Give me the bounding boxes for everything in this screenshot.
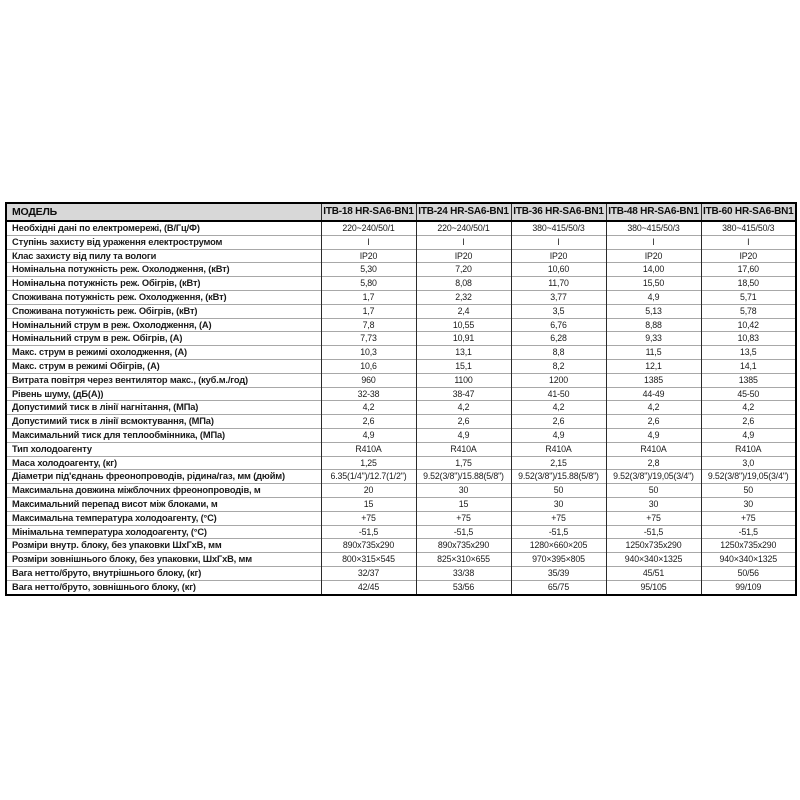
row-value: 4,9	[321, 428, 416, 442]
table-row	[6, 277, 796, 291]
row-value: +75	[606, 511, 701, 525]
table-row	[6, 456, 796, 470]
row-value: 1250x735x290	[606, 539, 701, 553]
row-label: Необхідні дані по електромережі, (В/Гц/Ф)	[6, 221, 321, 235]
row-value: 4,9	[606, 428, 701, 442]
row-value: 2,6	[511, 415, 606, 429]
table-row	[6, 415, 796, 429]
row-value: 41-50	[511, 387, 606, 401]
row-value: 50	[606, 484, 701, 498]
column-header-model-label: МОДЕЛЬ	[6, 203, 321, 221]
row-value: 10,42	[701, 318, 796, 332]
row-value: 99/109	[701, 580, 796, 594]
row-value: 4,9	[511, 428, 606, 442]
row-value: 800×315×545	[321, 553, 416, 567]
row-value: 3,5	[511, 304, 606, 318]
row-value: 11,5	[606, 346, 701, 360]
row-value: 5,13	[606, 304, 701, 318]
row-value: 13,1	[416, 346, 511, 360]
table-row	[6, 290, 796, 304]
row-label: Тип холодоагенту	[6, 442, 321, 456]
row-value: 1100	[416, 373, 511, 387]
row-value: 11,70	[511, 277, 606, 291]
row-value: 9,33	[606, 332, 701, 346]
row-label: Номінальна потужність реж. Обігрів, (кВт)	[6, 277, 321, 291]
row-value: 2,32	[416, 290, 511, 304]
row-value: 6,28	[511, 332, 606, 346]
row-value: -51,5	[416, 525, 511, 539]
row-value: R410A	[321, 442, 416, 456]
table-row	[6, 470, 796, 484]
row-value: 220~240/50/1	[321, 221, 416, 235]
row-value: R410A	[416, 442, 511, 456]
row-value: 8,2	[511, 359, 606, 373]
row-value: I	[416, 235, 511, 249]
row-value: -51,5	[511, 525, 606, 539]
row-value: 6.35(1/4")/12.7(1/2")	[321, 470, 416, 484]
table-row	[6, 318, 796, 332]
row-value: 220~240/50/1	[416, 221, 511, 235]
row-value: 5,71	[701, 290, 796, 304]
row-value: 10,6	[321, 359, 416, 373]
row-label: Допустимий тиск в лінії всмоктування, (МПа)	[6, 415, 321, 429]
row-value: 10,55	[416, 318, 511, 332]
row-value: 33/38	[416, 566, 511, 580]
row-value: I	[606, 235, 701, 249]
row-value: 35/39	[511, 566, 606, 580]
row-value: 940×340×1325	[606, 553, 701, 567]
row-value: 9.52(3/8")/15.88(5/8")	[511, 470, 606, 484]
table-row	[6, 346, 796, 360]
table-row	[6, 553, 796, 567]
row-value: 940×340×1325	[701, 553, 796, 567]
row-value: 4,9	[701, 428, 796, 442]
row-value: 32/37	[321, 566, 416, 580]
table-row	[6, 401, 796, 415]
row-value: 1,7	[321, 304, 416, 318]
row-value: 9.52(3/8")/19,05(3/4")	[701, 470, 796, 484]
table-body	[6, 221, 796, 595]
row-value: I	[701, 235, 796, 249]
row-value: 45-50	[701, 387, 796, 401]
row-value: 4,9	[416, 428, 511, 442]
row-value: 4,9	[606, 290, 701, 304]
row-value: 32-38	[321, 387, 416, 401]
row-value: 4,2	[321, 401, 416, 415]
row-value: 380~415/50/3	[701, 221, 796, 235]
row-value: R410A	[511, 442, 606, 456]
row-value: 4,2	[416, 401, 511, 415]
row-value: 38-47	[416, 387, 511, 401]
table-row	[6, 566, 796, 580]
row-value: 2,8	[606, 456, 701, 470]
row-value: 10,3	[321, 346, 416, 360]
row-value: 17,60	[701, 263, 796, 277]
row-value: 30	[701, 497, 796, 511]
row-label: Мінімальна температура холодоагенту, (°С)	[6, 525, 321, 539]
row-value: -51,5	[606, 525, 701, 539]
table-row	[6, 263, 796, 277]
row-label: Максимальна температура холодоагенту, (°С)	[6, 511, 321, 525]
row-value: IP20	[511, 249, 606, 263]
row-value: 15,50	[606, 277, 701, 291]
row-value: 3,77	[511, 290, 606, 304]
row-value: 30	[606, 497, 701, 511]
table-row	[6, 525, 796, 539]
row-value: 9.52(3/8")/15.88(5/8")	[416, 470, 511, 484]
row-value: 380~415/50/3	[606, 221, 701, 235]
row-value: 1200	[511, 373, 606, 387]
row-value: 1280×660×205	[511, 539, 606, 553]
row-value: 380~415/50/3	[511, 221, 606, 235]
row-label: Номінальний струм в реж. Обігрів, (А)	[6, 332, 321, 346]
row-value: 7,73	[321, 332, 416, 346]
row-value: 18,50	[701, 277, 796, 291]
table-row	[6, 428, 796, 442]
header-row	[6, 203, 796, 221]
row-value: 4,2	[701, 401, 796, 415]
row-value: 44-49	[606, 387, 701, 401]
row-value: 3,0	[701, 456, 796, 470]
row-label: Макс. струм в режимі охолодження, (А)	[6, 346, 321, 360]
row-label: Максимальний перепад висот між блоками, м	[6, 497, 321, 511]
row-value: 95/105	[606, 580, 701, 594]
table-row	[6, 359, 796, 373]
table-row	[6, 497, 796, 511]
table-row	[6, 249, 796, 263]
row-label: Клас захисту від пилу та вологи	[6, 249, 321, 263]
row-label: Максимальний тиск для теплообмінника, (МПа)	[6, 428, 321, 442]
row-value: 960	[321, 373, 416, 387]
column-header-model-1: ITB-18 HR-SA6-BN1	[321, 203, 416, 221]
row-value: 5,30	[321, 263, 416, 277]
row-value: +75	[511, 511, 606, 525]
row-value: 42/45	[321, 580, 416, 594]
row-value: I	[321, 235, 416, 249]
row-value: 2,4	[416, 304, 511, 318]
row-value: 890x735x290	[321, 539, 416, 553]
table-row	[6, 580, 796, 594]
row-label: Розміри зовнішнього блоку, без упаковки, ШхГхВ, мм	[6, 553, 321, 567]
row-value: 8,08	[416, 277, 511, 291]
row-value: IP20	[321, 249, 416, 263]
table-row	[6, 332, 796, 346]
row-value: 14,00	[606, 263, 701, 277]
row-value: 50/56	[701, 566, 796, 580]
row-value: 65/75	[511, 580, 606, 594]
table-row	[6, 373, 796, 387]
row-value: -51,5	[701, 525, 796, 539]
table-row	[6, 442, 796, 456]
row-value: 4,2	[606, 401, 701, 415]
row-label: Номінальна потужність реж. Охолодження, (кВт)	[6, 263, 321, 277]
row-value: 8,88	[606, 318, 701, 332]
table-row	[6, 387, 796, 401]
column-header-model-2: ITB-24 HR-SA6-BN1	[416, 203, 511, 221]
row-label: Діаметри під'єднань фреонопроводів, рідина/газ, мм (дюйм)	[6, 470, 321, 484]
row-label: Максимальна довжина міжблочних фреонопроводів, м	[6, 484, 321, 498]
row-value: 9.52(3/8")/19,05(3/4")	[606, 470, 701, 484]
row-value: 7,20	[416, 263, 511, 277]
row-value: R410A	[606, 442, 701, 456]
row-value: 12,1	[606, 359, 701, 373]
row-label: Витрата повітря через вентилятор макс., (куб.м./год)	[6, 373, 321, 387]
table-row	[6, 539, 796, 553]
row-label: Маса холодоагенту, (кг)	[6, 456, 321, 470]
row-value: R410A	[701, 442, 796, 456]
row-value: 20	[321, 484, 416, 498]
row-value: 50	[511, 484, 606, 498]
table-row	[6, 304, 796, 318]
table-header	[6, 203, 796, 221]
row-label: Рівень шуму, (дБ(А))	[6, 387, 321, 401]
row-value: 30	[416, 484, 511, 498]
row-value: 2,6	[416, 415, 511, 429]
row-label: Макс. струм в режимі Обігрів, (А)	[6, 359, 321, 373]
row-value: 2,6	[606, 415, 701, 429]
row-value: 1,7	[321, 290, 416, 304]
row-label: Допустимий тиск в лінії нагнітання, (МПа)	[6, 401, 321, 415]
row-label: Споживана потужність реж. Охолодження, (кВт)	[6, 290, 321, 304]
row-value: 2,6	[321, 415, 416, 429]
row-value: 1,25	[321, 456, 416, 470]
row-value: +75	[416, 511, 511, 525]
row-value: I	[511, 235, 606, 249]
row-value: 53/56	[416, 580, 511, 594]
row-value: 1250x735x290	[701, 539, 796, 553]
row-value: 825×310×655	[416, 553, 511, 567]
row-value: 890x735x290	[416, 539, 511, 553]
row-value: 50	[701, 484, 796, 498]
row-value: 970×395×805	[511, 553, 606, 567]
row-value: 7,8	[321, 318, 416, 332]
row-value: 1385	[606, 373, 701, 387]
row-value: 1,75	[416, 456, 511, 470]
row-value: 45/51	[606, 566, 701, 580]
table-row	[6, 484, 796, 498]
table-row	[6, 235, 796, 249]
row-value: 5,80	[321, 277, 416, 291]
row-value: 15,1	[416, 359, 511, 373]
row-value: -51,5	[321, 525, 416, 539]
row-label: Вага нетто/бруто, зовнішнього блоку, (кг)	[6, 580, 321, 594]
row-value: 14,1	[701, 359, 796, 373]
row-value: IP20	[416, 249, 511, 263]
row-value: 10,83	[701, 332, 796, 346]
row-value: 1385	[701, 373, 796, 387]
row-value: 8,8	[511, 346, 606, 360]
row-value: 10,91	[416, 332, 511, 346]
row-value: 10,60	[511, 263, 606, 277]
table-row	[6, 511, 796, 525]
row-value: 6,76	[511, 318, 606, 332]
row-label: Розміри внутр. блоку, без упаковки ШхГхВ, мм	[6, 539, 321, 553]
row-value: IP20	[701, 249, 796, 263]
row-value: 4,2	[511, 401, 606, 415]
row-label: Споживана потужність реж. Обігрів, (кВт)	[6, 304, 321, 318]
row-label: Вага нетто/бруто, внутрішнього блоку, (кг)	[6, 566, 321, 580]
row-value: +75	[701, 511, 796, 525]
row-value: IP20	[606, 249, 701, 263]
row-value: 15	[321, 497, 416, 511]
row-label: Номінальний струм в реж. Охолодження, (А)	[6, 318, 321, 332]
table-row	[6, 221, 796, 235]
row-value: 13,5	[701, 346, 796, 360]
column-header-model-3: ITB-36 HR-SA6-BN1	[511, 203, 606, 221]
row-value: 15	[416, 497, 511, 511]
column-header-model-4: ITB-48 HR-SA6-BN1	[606, 203, 701, 221]
row-value: 2,15	[511, 456, 606, 470]
row-value: 5,78	[701, 304, 796, 318]
spec-table	[5, 202, 797, 596]
row-label: Ступінь захисту від ураження електрострумом	[6, 235, 321, 249]
row-value: 2,6	[701, 415, 796, 429]
column-header-model-5: ITB-60 HR-SA6-BN1	[701, 203, 796, 221]
row-value: +75	[321, 511, 416, 525]
row-value: 30	[511, 497, 606, 511]
